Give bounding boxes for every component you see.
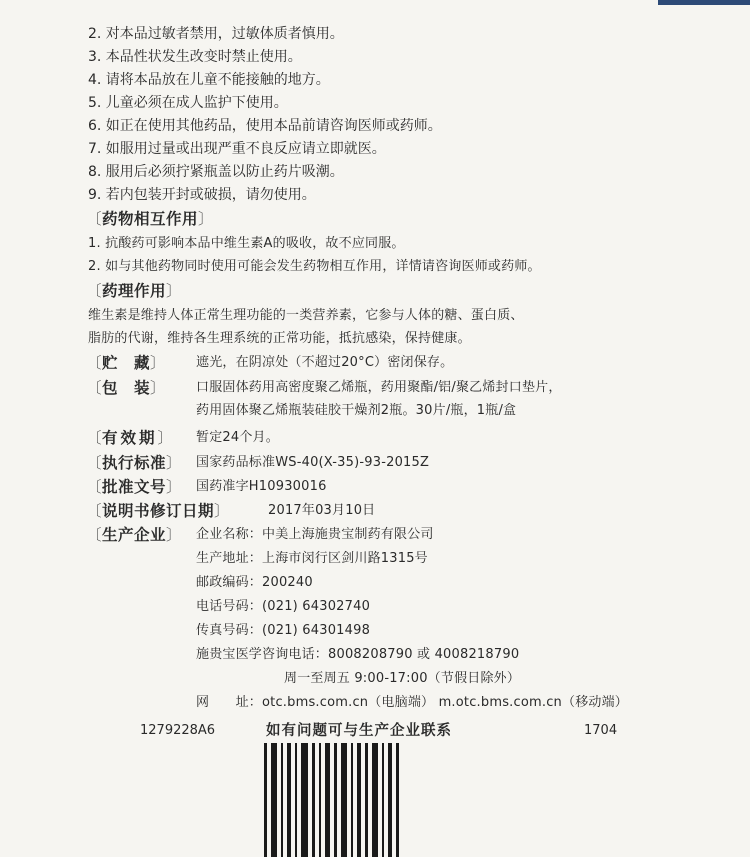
validity-text: 暂定24个月。 (196, 430, 279, 445)
caution-item-7: 7. 如服用过量或出现严重不良反应请立即就医。 (88, 141, 386, 157)
barcode (262, 743, 402, 857)
validity-heading: 〔有效期〕 (86, 429, 174, 447)
manufacturer-fax: 传真号码：(021) 64301498 (196, 623, 371, 638)
manufacturer-address: 生产地址：上海市闵行区剑川路1315号 (196, 551, 428, 566)
revision-date-heading: 〔说明书修订日期〕 (86, 502, 231, 520)
manufacturer-name: 企业名称：中美上海施贵宝制药有限公司 (196, 527, 434, 542)
approval-heading: 〔批准文号〕 (86, 478, 183, 496)
consultation-hours: 周一至周五 9:00-17:00（节假日除外） (284, 671, 521, 686)
standard-text: 国家药品标准WS-40(X-35)-93-2015Z (196, 455, 430, 470)
caution-item-2: 2. 对本品过敏者禁用，过敏体质者慎用。 (88, 26, 344, 42)
caution-item-8: 8. 服用后必须拧紧瓶盖以防止药片吸潮。 (88, 164, 344, 180)
caution-item-5: 5. 儿童必须在成人监护下使用。 (88, 95, 288, 111)
interaction-item-2: 2. 如与其他药物同时使用可能会发生药物相互作用，详情请咨询医师或药师。 (88, 259, 541, 274)
caution-item-9: 9. 若内包装开封或破损，请勿使用。 (88, 187, 316, 203)
storage-heading: 〔贮 藏〕 (86, 354, 167, 372)
manufacturer-phone: 电话号码：(021) 64302740 (196, 599, 371, 614)
storage-text: 遮光，在阴凉处（不超过20°C）密闭保存。 (196, 355, 454, 370)
package-line-2: 药用固体聚乙烯瓶装硅胶干燥剂2瓶。30片/瓶，1瓶/盒 (196, 403, 517, 418)
footer-contact-note: 如有问题可与生产企业联系 (266, 723, 452, 739)
package-line-1: 口服固体药用高密度聚乙烯瓶，药用聚酯/铝/聚乙烯封口垫片， (196, 380, 562, 395)
revision-date-text: 2017年03月10日 (268, 503, 376, 518)
caution-item-3: 3. 本品性状发生改变时禁止使用。 (88, 49, 302, 65)
approval-text: 国药准字H10930016 (196, 479, 327, 494)
standard-heading: 〔执行标准〕 (86, 454, 183, 472)
footer-code-left: 1279228A6 (140, 723, 216, 738)
pharmacology-heading: 〔药理作用〕 (86, 282, 183, 300)
caution-item-4: 4. 请将本品放在儿童不能接触的地方。 (88, 72, 330, 88)
package-heading: 〔包 装〕 (86, 379, 167, 397)
caution-item-6: 6. 如正在使用其他药品，使用本品前请咨询医师或药师。 (88, 118, 442, 134)
medical-consultation-phone: 施贵宝医学咨询电话：8008208790 或 4008218790 (196, 647, 520, 662)
interaction-item-1: 1. 抗酸药可影响本品中维生素A的吸收，故不应同服。 (88, 236, 405, 251)
interactions-heading: 〔药物相互作用〕 (86, 210, 215, 228)
manufacturer-website: 网 址：otc.bms.com.cn（电脑端） m.otc.bms.com.cn（移动端） (196, 695, 628, 710)
manufacturer-heading: 〔生产企业〕 (86, 526, 183, 544)
manufacturer-postcode: 邮政编码：200240 (196, 575, 313, 590)
pharmacology-line-1: 维生素是维持人体正常生理功能的一类营养素，它参与人体的糖、蛋白质、 (88, 308, 524, 323)
pharmacology-line-2: 脂肪的代谢，维持各生理系统的正常功能，抵抗感染，保持健康。 (88, 331, 471, 346)
footer-code-right: 1704 (584, 723, 618, 738)
